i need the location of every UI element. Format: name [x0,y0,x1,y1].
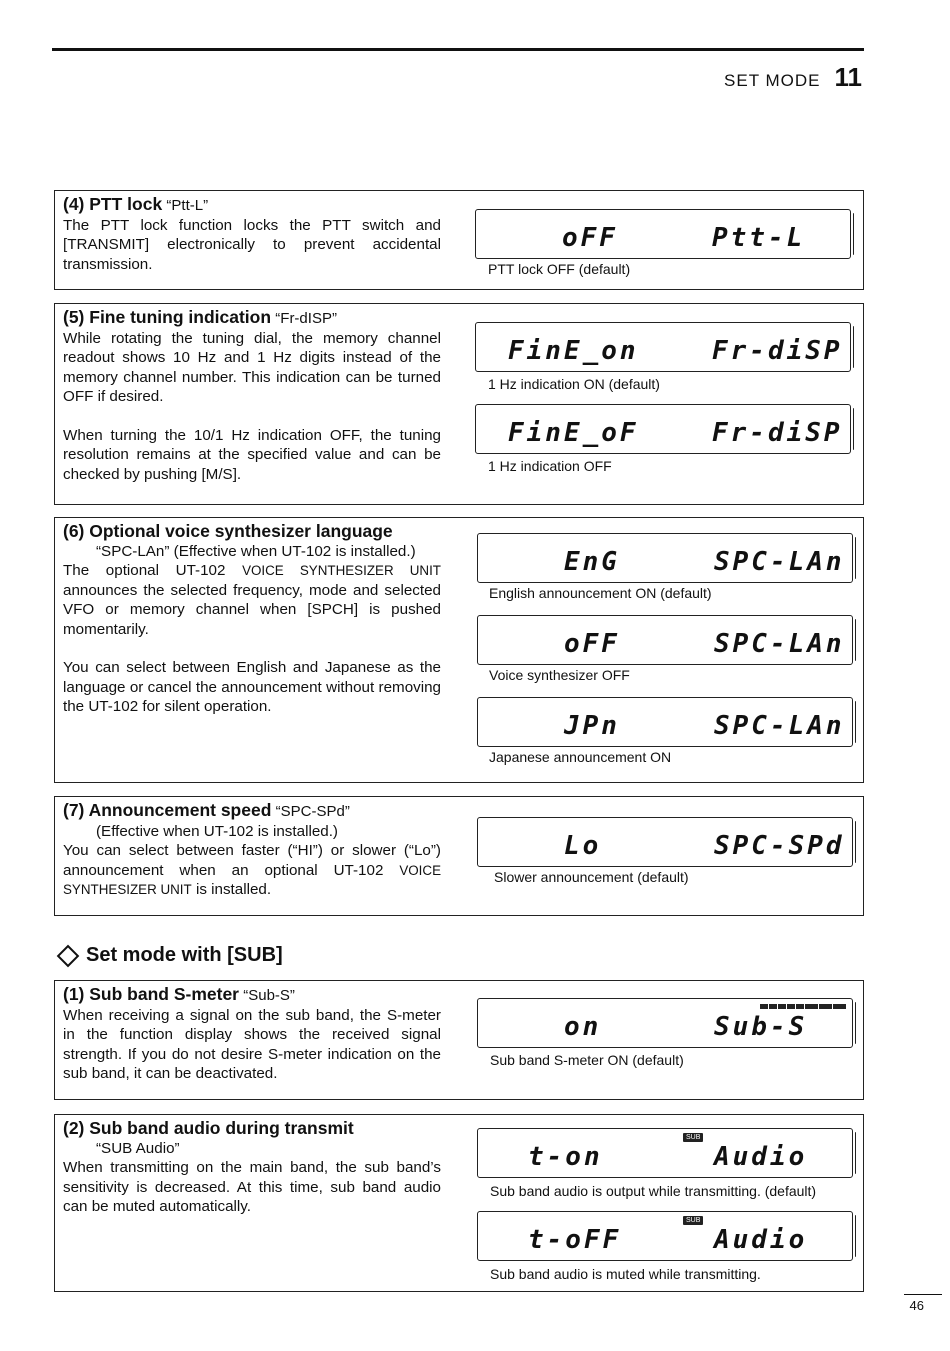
lcd-right-readout: SPC-SPd [714,831,845,861]
section-title: (7) Announcement speed [63,800,272,820]
lcd-right-readout: SPC-LAn [714,711,845,741]
section-code: “SUB Audio” [96,1139,180,1157]
section-description [63,195,441,274]
section-fine-tuning [54,303,864,505]
lcd-left-readout: EnG [564,547,620,577]
section-sub-audio [54,1114,864,1292]
section-description [63,522,441,717]
lcd-right-readout: SPC-LAn [714,547,845,577]
lcd-display [477,1128,853,1178]
lcd-right-readout: Audio [714,1225,808,1255]
lcd-display [477,533,853,583]
lcd-caption: Sub band audio is output while transmitting. (default) [490,1183,817,1199]
section-title: (5) Fine tuning indication [63,307,272,327]
section-title: (6) Optional voice synthesizer language [63,521,393,541]
section-description [63,985,441,1084]
section-body: The optional UT-102 VOICE SYNTHESIZER UNIT announces the selected frequency, mode and selected VFO or memory channel when [SPCH] is pushed momentarily. [63,562,441,638]
lcd-caption: Sub band audio is muted while transmitting. [490,1266,761,1282]
lcd-left-readout: FinE_on [508,336,639,366]
lcd-caption: English announcement ON (default) [489,585,712,601]
chapter-number: 11 [834,62,862,92]
header-title: SET MODE [724,71,821,90]
running-header [724,62,862,93]
page-number: 46 [909,1298,924,1313]
section-body: When transmitting on the main band, the sub band’s sensitivity is decreased. At this time, sub band audio can be muted automatically. [63,1159,441,1215]
diamond-icon [57,944,80,967]
s-meter-bar [760,1004,846,1009]
sub-badge: SUB [683,1216,703,1225]
section-title: (2) Sub band audio during transmit [63,1118,354,1138]
section-body: When receiving a signal on the sub band, the S-meter in the function display shows the received signal strength. If you do not desire S-meter indication on the sub band, it can be deactivated. [63,1006,441,1082]
section-ptt-lock [54,190,864,290]
section-body: The PTT lock function locks the PTT switch and [TRANSMIT] electronically to prevent accidental transmission. [63,216,441,273]
lcd-caption: 1 Hz indication OFF [488,458,612,474]
lcd-right-readout: Audio [714,1142,808,1172]
lcd-display [477,817,853,867]
lcd-display [477,1211,853,1261]
footer-rule [904,1294,942,1295]
section-title: (1) Sub band S-meter [63,984,239,1004]
section-description [63,1119,441,1217]
lcd-display [475,404,851,454]
lcd-right-readout: Sub-S [714,1012,808,1042]
section-description [63,801,441,900]
lcd-display [475,322,851,372]
lcd-caption: PTT lock OFF (default) [488,261,631,277]
section-sub-smeter [54,980,864,1100]
section-body: You can select between faster (“HI”) or slower (“Lo”) announcement when an optional UT-102 VOICE SYNTHESIZER UNIT is installed. [63,842,441,898]
section-description [63,308,441,484]
lcd-caption: 1 Hz indication ON (default) [488,376,660,392]
lcd-left-readout: Lo [564,831,602,861]
section-code: “Ptt-L” [166,197,209,214]
lcd-display [477,697,853,747]
section-code: “Fr-dISP” [275,310,337,327]
lcd-display [477,615,853,665]
section-body: You can select between English and Japanese as the language or cancel the announcement without removing the UT-102 for silent operation. [63,659,441,715]
lcd-display [477,998,853,1048]
lcd-right-readout: SPC-LAn [714,629,845,659]
lcd-caption: Japanese announcement ON [489,749,672,765]
lcd-left-readout: oFF [564,629,620,659]
lcd-left-readout: JPn [564,711,620,741]
section-body: While rotating the tuning dial, the memory channel readout shows 10 Hz and 1 Hz digits instead of the memory channel number. This indication can be turned OFF if desired. [63,329,441,405]
lcd-right-readout: Fr-diSP [712,336,843,366]
subsection-heading: Set mode with [SUB] [58,944,283,967]
lcd-right-readout: Fr-diSP [712,418,843,448]
section-code-note: (Effective when UT-102 is installed.) [96,822,338,840]
lcd-right-readout: Ptt-L [712,223,806,253]
top-rule [52,48,864,51]
section-body: When turning the 10/1 Hz indication OFF, the tuning resolution remains at the specified value and can be checked by pushing [M/S]. [63,426,441,483]
lcd-left-readout: t-on [528,1142,603,1172]
sub-badge: SUB [683,1133,703,1142]
section-code: “SPC-LAn” (Effective when UT-102 is installed.) [96,542,416,560]
lcd-caption: Voice synthesizer OFF [489,667,630,683]
section-title: (4) PTT lock [63,194,163,214]
lcd-left-readout: on [564,1012,602,1042]
lcd-caption: Sub band S-meter ON (default) [490,1052,684,1068]
lcd-display [475,209,851,259]
section-announcement-speed [54,796,864,916]
section-code: “SPC-SPd” [275,803,350,820]
section-voice-language [54,517,864,783]
section-code: “Sub-S” [243,987,295,1004]
lcd-caption: Slower announcement (default) [494,869,689,885]
lcd-left-readout: oFF [562,223,618,253]
lcd-left-readout: FinE_oF [508,418,639,448]
lcd-left-readout: t-oFF [528,1225,622,1255]
